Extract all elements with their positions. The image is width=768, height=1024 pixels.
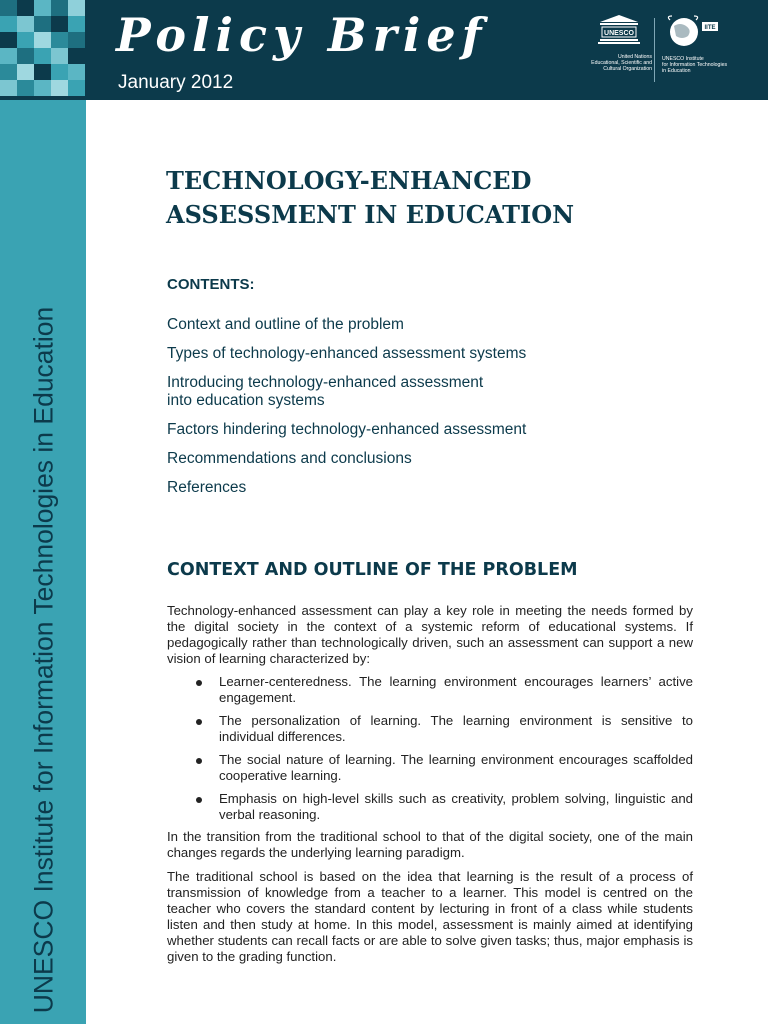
toc-item[interactable]: Introducing technology-enhanced assessment into education systems	[167, 374, 484, 409]
svg-text:UNESCO: UNESCO	[604, 30, 634, 37]
iite-logo-line-3: in Education	[662, 68, 691, 74]
bullet-item	[167, 713, 693, 745]
section-heading: CONTEXT AND OUTLINE OF THE PROBLEM	[167, 560, 578, 580]
paragraph-2: In the transition from the traditional school to that of the digital society, one of the main changes regards the underlying learning paradigm.	[167, 829, 693, 860]
bullet-icon	[196, 719, 202, 725]
bullet-text: Learner-centeredness. The learning environment encourages learners’ active engagement.	[219, 674, 693, 705]
iite-logo-line-2: for Information Technologies	[662, 62, 728, 68]
bullet-icon	[196, 797, 202, 803]
sidebar-institute-name: UNESCO Institute for Information Technologies in Education	[28, 306, 59, 1014]
paragraph-3: The traditional school is based on the idea that learning is the result of a process of transmission of knowledge from a teacher to a learner. This model is centred on the teacher who covers the standard content by lecturing in front of a class while students listen and then study at home. In this model, assessment is mainly aimed at identifying whether students can recall facts or are able to solve given tasks; thus, major emphasis is given to the grading function.	[167, 869, 693, 964]
toc-item[interactable]: Types of technology-enhanced assessment systems	[167, 345, 527, 362]
publication-date: January 2012	[118, 72, 234, 93]
toc-item[interactable]: Recommendations and conclusions	[167, 450, 412, 467]
toc-item[interactable]: Factors hindering technology-enhanced assessment	[167, 421, 527, 438]
document-title-line-2: ASSESSMENT IN EDUCATION	[166, 200, 575, 229]
unesco-logo-line-1: United Nations	[617, 54, 652, 60]
bullet-item	[167, 674, 693, 706]
logo-divider	[654, 18, 655, 82]
bullet-icon	[196, 680, 202, 686]
bullet-item	[167, 791, 693, 823]
toc-item[interactable]: Context and outline of the problem	[167, 316, 404, 333]
unesco-logo-line-2: Educational, Scientific and	[591, 60, 652, 66]
svg-text:IITE: IITE	[704, 25, 716, 31]
iite-globe-icon	[662, 14, 722, 50]
bullet-list	[167, 674, 693, 830]
toc-item[interactable]: References	[167, 479, 247, 496]
iite-logo	[662, 14, 742, 84]
sidebar-band	[0, 100, 86, 1024]
header-banner	[0, 0, 768, 100]
iite-logo-line-1: UNESCO Institute	[662, 56, 704, 62]
unesco-logo	[586, 14, 652, 84]
table-of-contents	[167, 316, 687, 508]
intro-paragraph: Technology-enhanced assessment can play a key role in meeting the needs formed by the digital society in the context of a systemic reform of educational systems. If pedagogically rather than technologically driven, such an assessment can support a new vision of learning characterized by:	[167, 603, 693, 666]
bullet-item	[167, 752, 693, 784]
contents-heading: CONTENTS:	[167, 276, 255, 293]
document-title	[166, 164, 686, 232]
bullet-text: The social nature of learning. The learning environment encourages scaffolded cooperative learning.	[219, 752, 693, 783]
mosaic-decoration	[0, 0, 86, 100]
policy-brief-title: Policy Brief	[116, 8, 488, 62]
unesco-temple-icon	[586, 14, 652, 48]
bullet-icon	[196, 758, 202, 764]
unesco-logo-line-3: Cultural Organization	[603, 66, 652, 72]
document-title-line-1: TECHNOLOGY-ENHANCED	[166, 166, 532, 195]
bullet-text: Emphasis on high-level skills such as creativity, problem solving, linguistic and verbal reasoning.	[219, 791, 693, 822]
bullet-text: The personalization of learning. The learning environment is sensitive to individual differences.	[219, 713, 693, 744]
